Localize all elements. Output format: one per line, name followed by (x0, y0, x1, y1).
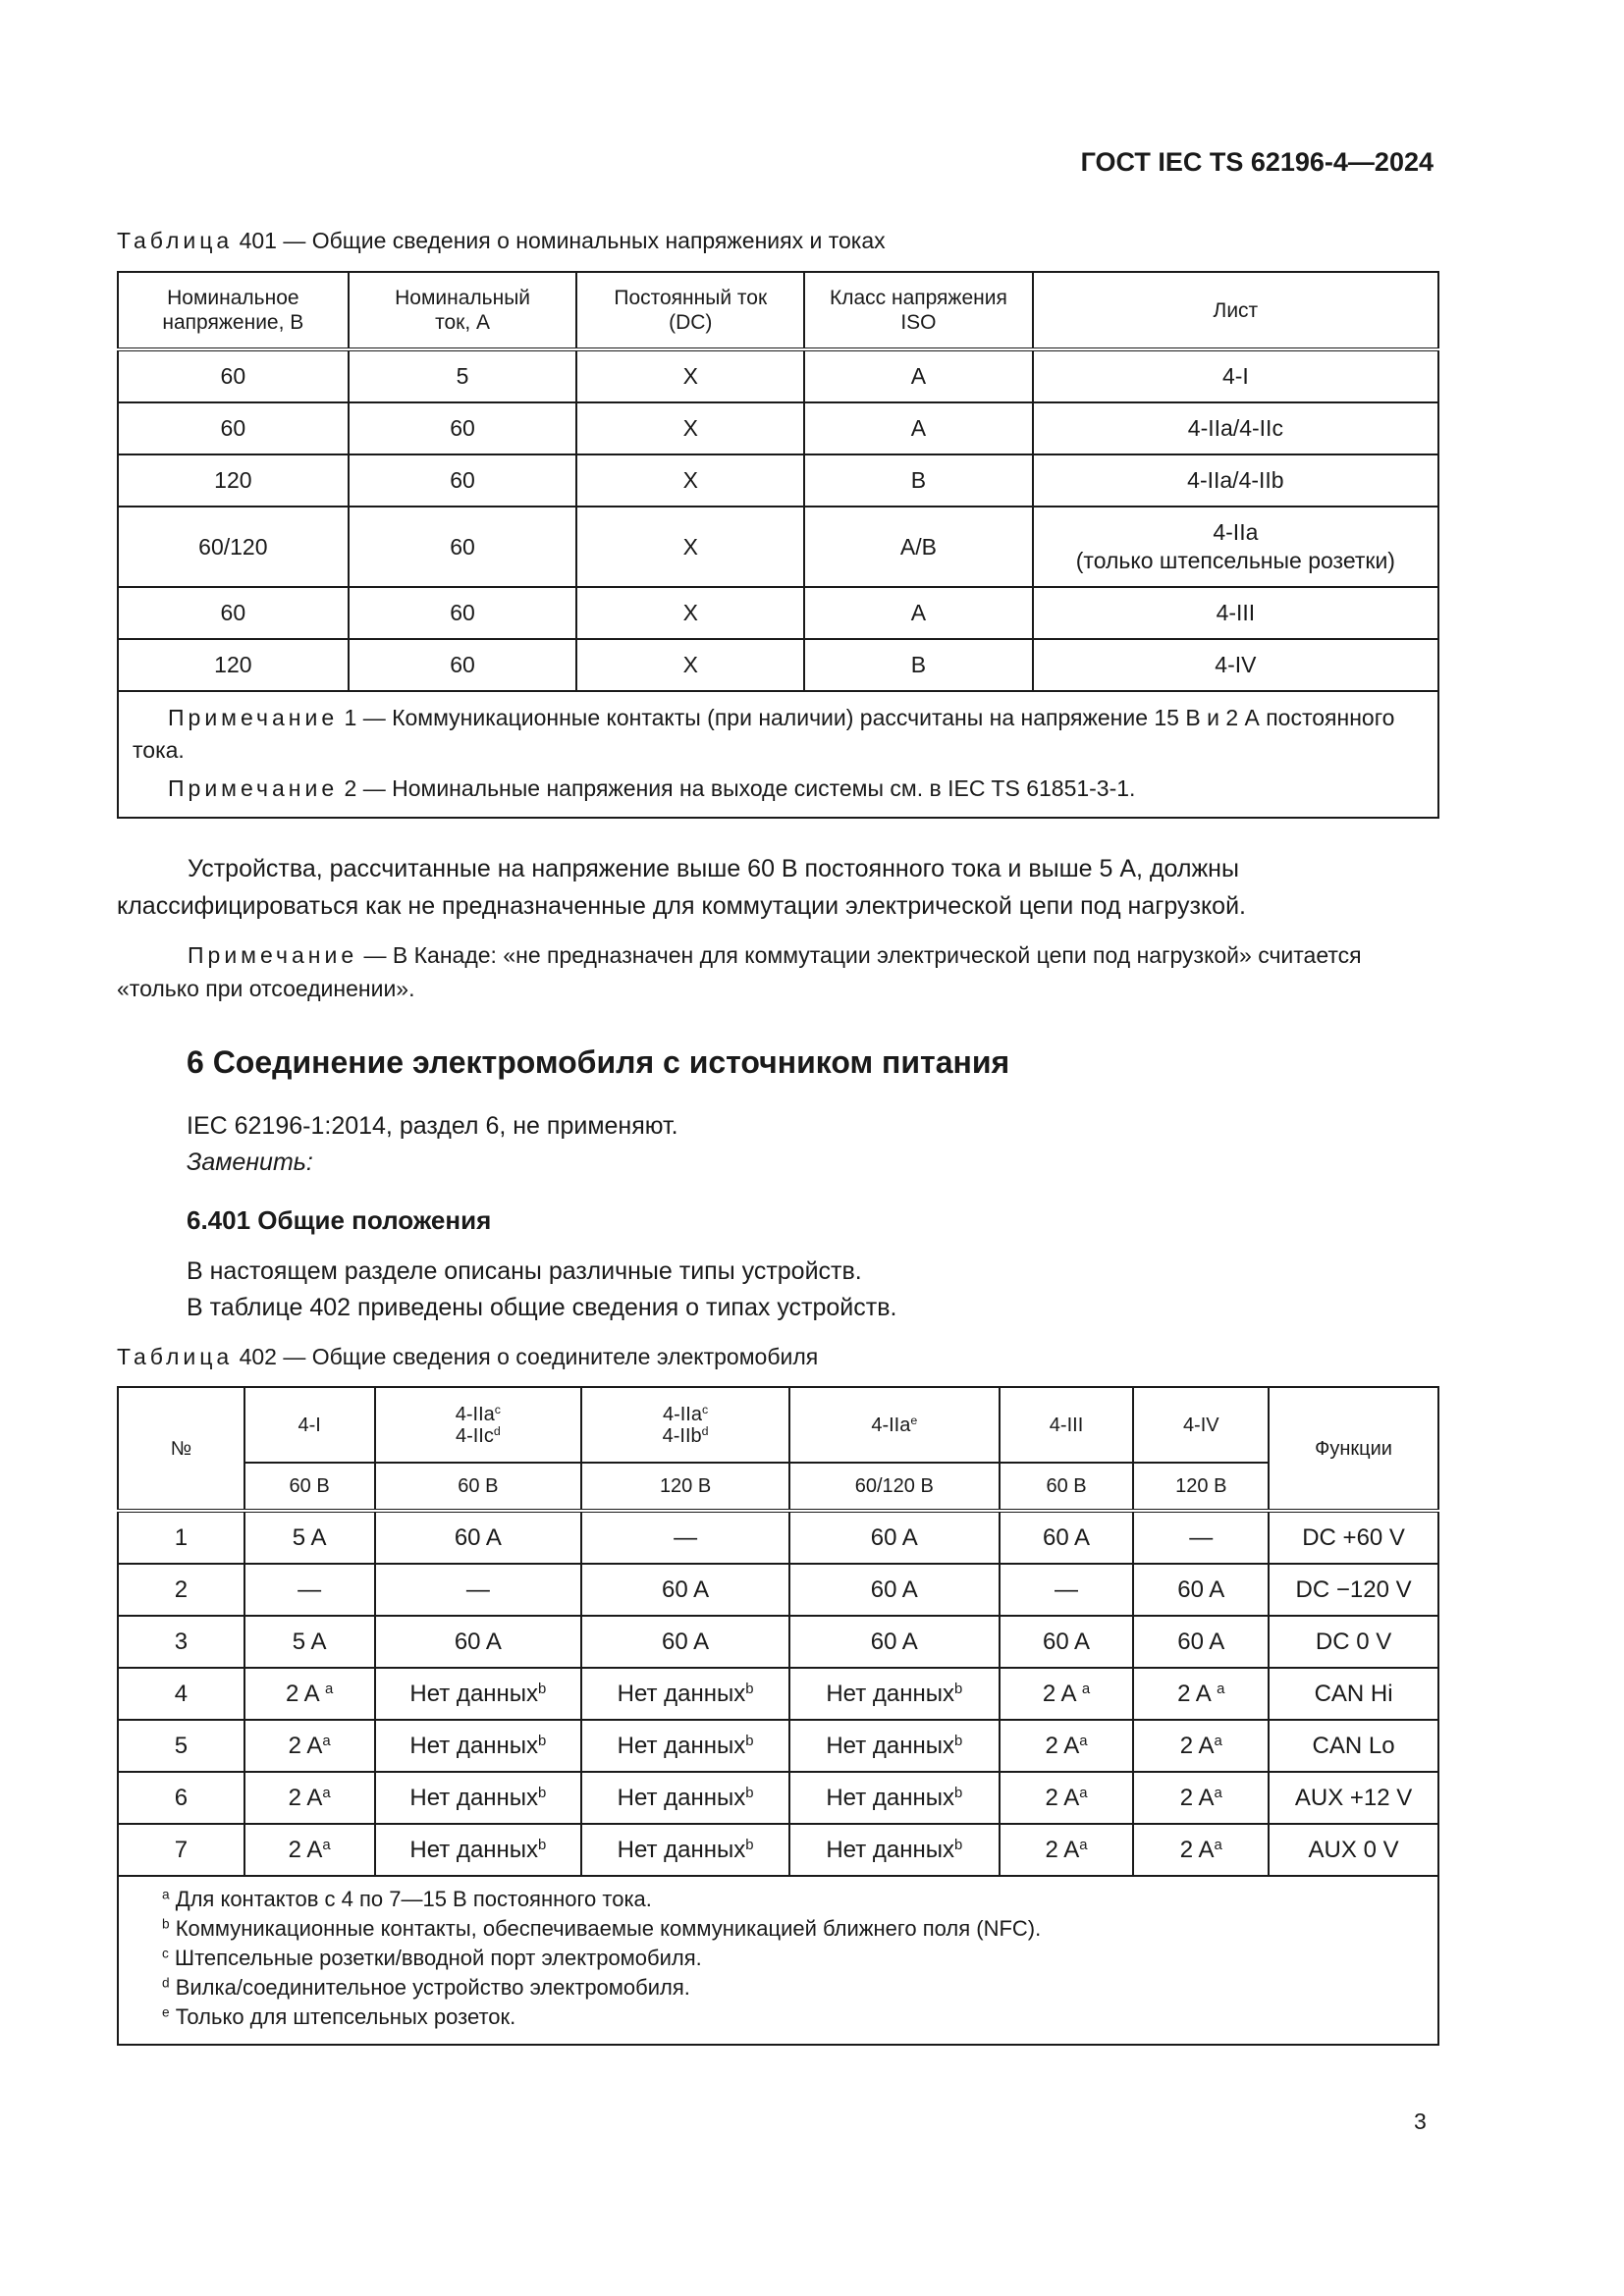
footnote-text: Штепсельные розетки/вводной порт электромобиля. (168, 1946, 702, 1970)
table-cell: B (804, 639, 1033, 691)
cell-value: — (298, 1575, 322, 1603)
cell-value: 60 A (870, 1575, 918, 1603)
table-cell (1133, 1616, 1269, 1668)
intro-line-1: В настоящем разделе описаны различные типы устройств. (187, 1257, 862, 1285)
cell-value: 2 A (1045, 1836, 1080, 1863)
footnote-mark: b (953, 1785, 963, 1801)
caption-prefix: Таблица (117, 228, 234, 253)
table-cell: 120 (118, 454, 349, 507)
table-cell (581, 1720, 789, 1772)
sheet-voltage: 60/120 В (789, 1463, 1000, 1511)
sheet-header (1133, 1387, 1269, 1463)
cell-value: — (465, 1575, 490, 1603)
cell-value: Нет данных (826, 1680, 954, 1707)
function-cell: DC 0 V (1269, 1616, 1438, 1668)
table-cell (581, 1824, 789, 1876)
footnote-mark: b (953, 1733, 963, 1749)
footnote-mark: a (325, 1681, 334, 1697)
cell-value: 60 A (870, 1628, 918, 1655)
cell-value: Нет данных (409, 1836, 539, 1863)
cell-line: Постоянный ток (614, 287, 768, 309)
table-row (118, 1564, 1438, 1616)
table-cell (375, 1511, 582, 1564)
table-401 (117, 271, 1439, 819)
footnote-mark: c (494, 1402, 501, 1416)
footnote-mark: b (745, 1837, 754, 1853)
table-cell (789, 1824, 1000, 1876)
table-cell: 60 (349, 402, 577, 454)
table-row (118, 587, 1438, 639)
cell-value: 5 A (292, 1523, 327, 1551)
table-cell: X (576, 402, 804, 454)
cell-value: 2 A (288, 1732, 323, 1759)
footnote-mark: e (162, 2004, 170, 2020)
sheet-name: 4-IIa (455, 1403, 495, 1425)
table-cell (1000, 1616, 1134, 1668)
contact-number: 1 (118, 1511, 244, 1564)
table-cell: A/B (804, 507, 1033, 587)
table-cell (1133, 1772, 1269, 1824)
sheet-label (790, 1415, 999, 1436)
cell-value: Нет данных (409, 1732, 539, 1759)
table-cell (244, 1720, 375, 1772)
cell-line: (DC) (669, 311, 713, 334)
footnote (162, 1885, 1394, 1914)
table-cell (375, 1720, 582, 1772)
table-footnotes (118, 1876, 1438, 2045)
footnote-mark: a (1081, 1681, 1091, 1697)
footnote-mark: a (162, 1887, 170, 1902)
canada-note (117, 938, 1439, 1005)
footnote-mark: b (953, 1681, 963, 1697)
table-cell (1000, 1720, 1134, 1772)
table-cell (581, 1564, 789, 1616)
cell-value: — (674, 1523, 698, 1551)
sheet-label (376, 1404, 581, 1425)
footnote-mark: a (1214, 1733, 1222, 1749)
intro-line-2: В таблице 402 приведены общие сведения о типах устройств. (187, 1294, 897, 1321)
table-cell (581, 1511, 789, 1564)
table-cell: 4-III (1033, 587, 1438, 639)
footnote-text: Только для штепсельных розеток. (169, 2004, 516, 2029)
sheet-name: 4-IIc (455, 1424, 494, 1447)
footnote-mark: b (745, 1785, 754, 1801)
cell-line: ISO (900, 311, 937, 334)
contact-number: 4 (118, 1668, 244, 1720)
table-cell (581, 1616, 789, 1668)
table-row (118, 1668, 1438, 1720)
cell-value: 60 A (662, 1628, 710, 1655)
sheet-name: 4-IIb (662, 1424, 702, 1447)
table-cell: X (576, 639, 804, 691)
table-cell (244, 1668, 375, 1720)
cell-line: 4-IIa (1213, 519, 1259, 545)
table-cell: 60 (349, 639, 577, 691)
table-cell (375, 1616, 582, 1668)
function-cell: CAN Lo (1269, 1720, 1438, 1772)
table-cell (789, 1564, 1000, 1616)
cell-line: Класс напряжения (829, 287, 1007, 309)
sheet-label (582, 1425, 788, 1447)
function-cell: DC +60 V (1269, 1511, 1438, 1564)
cell-value: 2 A (1179, 1732, 1215, 1759)
replacement-statement: IEC 62196-1:2014, раздел 6, не применяют. (187, 1112, 678, 1140)
table-cell (244, 1772, 375, 1824)
footnote (162, 1944, 1394, 1973)
footnote-mark: b (162, 1916, 170, 1932)
table-cell (789, 1668, 1000, 1720)
cell-value: 2 A (288, 1836, 323, 1863)
cell-value: Нет данных (409, 1784, 539, 1811)
cell-value: 60 A (1177, 1575, 1225, 1603)
cell-value: — (1055, 1575, 1079, 1603)
table-cell (789, 1772, 1000, 1824)
footnote-mark: a (1217, 1681, 1225, 1697)
table-cell (1133, 1720, 1269, 1772)
sheet-label (582, 1404, 788, 1425)
table-cell: 4-IV (1033, 639, 1438, 691)
column-header-functions: Функции (1269, 1387, 1438, 1511)
replace-label: Заменить: (187, 1148, 313, 1176)
cell-value: Нет данных (826, 1732, 954, 1759)
table-cell (375, 1668, 582, 1720)
footnote-mark: d (493, 1423, 501, 1438)
table-cell (375, 1824, 582, 1876)
sheet-header (581, 1387, 789, 1463)
footnote-mark: a (322, 1837, 331, 1853)
table-cell (789, 1616, 1000, 1668)
sheet-voltage: 60 В (244, 1463, 375, 1511)
table-cell: 60 (118, 587, 349, 639)
note-1-text: 1 — Коммуникационные контакты (при наличии) рассчитаны на напряжение 15 В и 2 А постоянного тока. (133, 705, 1395, 763)
column-header (349, 272, 577, 349)
cell-value: Нет данных (617, 1784, 746, 1811)
table-cell: X (576, 587, 804, 639)
footnote-mark: b (953, 1837, 963, 1853)
table-row (118, 402, 1438, 454)
function-cell: AUX 0 V (1269, 1824, 1438, 1876)
table-cell (1133, 1511, 1269, 1564)
cell-value: Нет данных (826, 1836, 954, 1863)
cell-value: 2 A (288, 1784, 323, 1811)
contact-number: 6 (118, 1772, 244, 1824)
cell-value: Нет данных (409, 1680, 539, 1707)
sheet-label (376, 1425, 581, 1447)
column-header (118, 272, 349, 349)
table-402 (117, 1386, 1439, 2046)
caption-text: 401 — Общие сведения о номинальных напряжениях и токах (233, 228, 886, 253)
sheet-name: 4-IV (1182, 1414, 1219, 1436)
sheet-header (375, 1387, 582, 1463)
footnote-mark: b (745, 1733, 754, 1749)
caption-prefix: Таблица (117, 1344, 234, 1369)
paragraph (117, 850, 1439, 925)
footnote-mark: b (538, 1785, 547, 1801)
cell-value: 60 A (454, 1628, 502, 1655)
footnote-mark: a (1079, 1733, 1088, 1749)
table-cell: 60 (349, 587, 577, 639)
table-row (118, 1616, 1438, 1668)
contact-number: 5 (118, 1720, 244, 1772)
sheet-header (1000, 1387, 1134, 1463)
table-cell: 60/120 (118, 507, 349, 587)
table-row (118, 1720, 1438, 1772)
cell-value: 2 A (1042, 1680, 1082, 1707)
sheet-name: 4-III (1049, 1414, 1084, 1436)
sheet-voltage: 60 В (1000, 1463, 1134, 1511)
table-cell: 60 (118, 402, 349, 454)
footnote-mark: a (322, 1785, 331, 1801)
footnote-mark: b (538, 1733, 547, 1749)
table-row (118, 1511, 1438, 1564)
sheet-name: 4-I (298, 1414, 321, 1436)
footnote-mark: c (162, 1946, 169, 1961)
cell-value: 60 A (662, 1575, 710, 1603)
table-cell: 4-I (1033, 349, 1438, 402)
table-cell (375, 1772, 582, 1824)
sheet-name: 4-IIa (871, 1414, 911, 1436)
table-row (118, 639, 1438, 691)
table-cell: A (804, 587, 1033, 639)
contact-number: 3 (118, 1616, 244, 1668)
table-cell (1000, 1564, 1134, 1616)
table-cell: 60 (118, 349, 349, 402)
footnote-mark: b (538, 1681, 547, 1697)
table-cell (581, 1668, 789, 1720)
table-cell (789, 1720, 1000, 1772)
note-label: Примечание (168, 775, 339, 801)
footnote-mark: b (745, 1681, 754, 1697)
sheet-voltage: 120 В (581, 1463, 789, 1511)
note-label: Примечание (188, 942, 358, 968)
table-row (118, 1824, 1438, 1876)
cell-value: — (1189, 1523, 1214, 1551)
cell-line: напряжение, В (162, 311, 304, 334)
footnote-text: Для контактов с 4 по 7—15 В постоянного тока. (169, 1887, 652, 1911)
footnote-mark: c (701, 1402, 709, 1416)
table-cell: A (804, 402, 1033, 454)
cell-value: 60 A (454, 1523, 502, 1551)
table-cell: 4-IIa/4-IIb (1033, 454, 1438, 507)
paragraph-text: Устройства, рассчитанные на напряжение выше 60 В постоянного тока и выше 5 А, должны классифицироваться как не предназначенные для коммутации электрической цепи под нагрузкой. (117, 855, 1246, 920)
table-cell: 4-IIa/4-IIc (1033, 402, 1438, 454)
table-cell (1133, 1668, 1269, 1720)
footnote-mark: a (1079, 1837, 1088, 1853)
cell-line: (только штепсельные розетки) (1075, 548, 1395, 573)
cell-value: 2 A (1045, 1784, 1080, 1811)
contact-number: 7 (118, 1824, 244, 1876)
table-cell (1000, 1824, 1134, 1876)
table-row (118, 454, 1438, 507)
table-cell: 60 (349, 507, 577, 587)
footnote-mark: d (701, 1423, 709, 1438)
document-code: ГОСТ IEC TS 62196-4—2024 (1080, 147, 1434, 177)
sheet-voltage: 120 В (1133, 1463, 1269, 1511)
cell-value: 2 A (1045, 1732, 1080, 1759)
table-cell (1000, 1668, 1134, 1720)
table-row (118, 507, 1438, 587)
function-cell: DC −120 V (1269, 1564, 1438, 1616)
footnote-text: Коммуникационные контакты, обеспечиваемые коммуникацией ближнего поля (NFC). (169, 1916, 1042, 1941)
footnote-mark: a (1079, 1785, 1088, 1801)
sheet-header (789, 1387, 1000, 1463)
table-row (118, 349, 1438, 402)
table-402-caption (117, 1344, 818, 1370)
cell-value: 60 A (1043, 1523, 1091, 1551)
note-text: — В Канаде: «не предназначен для коммутации электрической цепи под нагрузкой» считается «только при отсоединении». (117, 942, 1362, 1001)
table-cell: X (576, 349, 804, 402)
column-header: Лист (1033, 272, 1438, 349)
cell-line: Номинальный (395, 287, 531, 309)
table-cell (1033, 507, 1438, 587)
table-cell (1000, 1511, 1134, 1564)
table-cell (244, 1824, 375, 1876)
table-cell: B (804, 454, 1033, 507)
cell-value: 2 A (285, 1680, 325, 1707)
cell-line: Номинальное (167, 287, 299, 309)
sheet-label (1134, 1415, 1268, 1436)
note-label: Примечание (168, 705, 339, 730)
table-cell: A (804, 349, 1033, 402)
subsection-heading: 6.401 Общие положения (187, 1205, 492, 1235)
table-cell: 120 (118, 639, 349, 691)
cell-value: Нет данных (617, 1680, 746, 1707)
footnote-mark: a (322, 1733, 331, 1749)
table-header-voltage-row (118, 1463, 1438, 1511)
footnote-text: Вилка/соединительное устройство электромобиля. (169, 1975, 690, 2000)
note-2-text: 2 — Номинальные напряжения на выходе системы см. в IEC TS 61851-3-1. (338, 775, 1136, 801)
table-cell (789, 1511, 1000, 1564)
caption-text: 402 — Общие сведения о соединителе электромобиля (233, 1344, 819, 1369)
column-header (804, 272, 1033, 349)
table-cell: X (576, 454, 804, 507)
function-cell: CAN Hi (1269, 1668, 1438, 1720)
table-header-row (118, 272, 1438, 349)
cell-value: 2 A (1179, 1784, 1215, 1811)
table-cell (1133, 1564, 1269, 1616)
cell-value: 60 A (870, 1523, 918, 1551)
contact-number: 2 (118, 1564, 244, 1616)
cell-value: 60 A (1043, 1628, 1091, 1655)
footnote-mark: d (162, 1975, 170, 1991)
cell-value: 60 A (1177, 1628, 1225, 1655)
footnote (162, 2002, 1394, 2032)
cell-value: 2 A (1179, 1836, 1215, 1863)
footnote (162, 1914, 1394, 1944)
sheet-voltage: 60 В (375, 1463, 582, 1511)
table-cell (1000, 1772, 1134, 1824)
footnote-mark: a (1214, 1785, 1222, 1801)
table-header-row (118, 1387, 1438, 1463)
table-cell (244, 1564, 375, 1616)
sheet-name: 4-IIa (662, 1403, 702, 1425)
footnote-mark: b (538, 1837, 547, 1853)
table-cell: 5 (349, 349, 577, 402)
table-cell (1133, 1824, 1269, 1876)
cell-value: Нет данных (617, 1732, 746, 1759)
cell-value: 5 A (292, 1628, 327, 1655)
sheet-label (245, 1415, 374, 1436)
cell-line: ток, А (435, 311, 491, 334)
table-cell (581, 1772, 789, 1824)
function-cell: AUX +12 V (1269, 1772, 1438, 1824)
footnote-mark: a (1214, 1837, 1222, 1853)
column-header (576, 272, 804, 349)
table-cell: 60 (349, 454, 577, 507)
table-cell (244, 1616, 375, 1668)
footnote-mark: e (910, 1413, 918, 1427)
sheet-header (244, 1387, 375, 1463)
table-notes (118, 691, 1438, 818)
cell-value: Нет данных (617, 1836, 746, 1863)
cell-value: 2 A (1177, 1680, 1218, 1707)
table-row (118, 1772, 1438, 1824)
footnote (162, 1973, 1394, 2002)
cell-value: Нет данных (826, 1784, 954, 1811)
table-401-caption (117, 228, 886, 254)
sheet-label (1001, 1415, 1133, 1436)
section-heading: 6 Соединение электромобиля с источником питания (187, 1044, 1010, 1080)
page-number: 3 (1414, 2109, 1427, 2134)
table-cell (244, 1511, 375, 1564)
column-header-number: № (118, 1387, 244, 1511)
table-cell (375, 1564, 582, 1616)
table-cell: X (576, 507, 804, 587)
